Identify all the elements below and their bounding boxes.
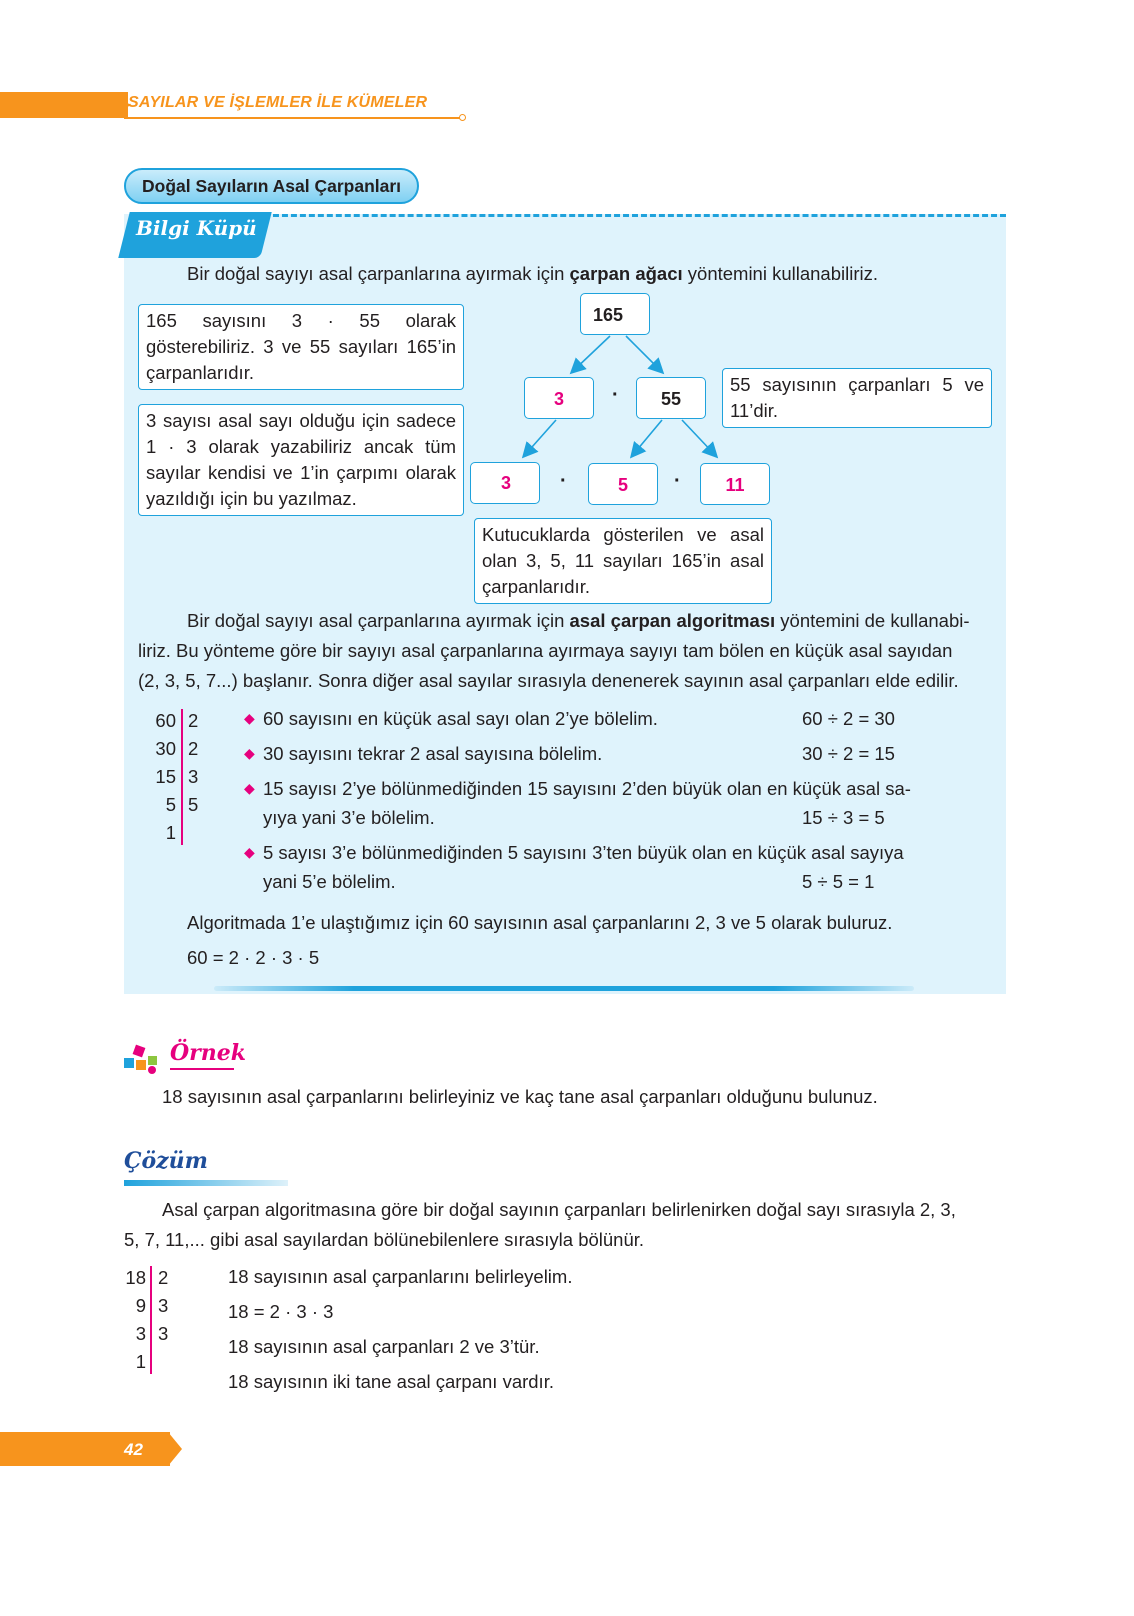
division-factor: 2 bbox=[188, 738, 199, 759]
tree-multiply-dot-3: · bbox=[674, 470, 681, 492]
bullet-icon: ◆ bbox=[244, 844, 255, 860]
solution-line-4: 18 sayısının iki tane asal çarpanı vardır. bbox=[228, 1371, 554, 1392]
note-165-factors: 165 sayısını 3 · 55 olarak gösterebiliriz. 3 ve 55 sayıları 165’in çarpanlarıdır. bbox=[138, 304, 464, 390]
solution-line-3: 18 sayısının asal çarpanları 2 ve 3’tür. bbox=[228, 1336, 540, 1357]
solution-division-number: 1 bbox=[135, 1351, 146, 1372]
example-question: 18 sayısının asal çarpanlarını belirleyiniz ve kaç tane asal çarpanları olduğunu bulunuz. bbox=[162, 1086, 878, 1107]
solution-division-factor: 3 bbox=[158, 1295, 169, 1316]
bullet-icon: ◆ bbox=[244, 745, 255, 761]
tree-node-55: 55 bbox=[636, 377, 706, 419]
step-2: 30 sayısını tekrar 2 asal sayısına bölelim. bbox=[263, 743, 603, 764]
arrow-165-to-55 bbox=[626, 336, 662, 372]
intro-text: Bir doğal sayıyı asal çarpanlarına ayırmak için bbox=[187, 263, 570, 284]
solution-division-number: 3 bbox=[135, 1323, 146, 1344]
step-4-line-2: yani 5’e bölelim. bbox=[263, 871, 396, 892]
solution-division-number: 9 bbox=[135, 1295, 146, 1316]
tree-multiply-dot-2: · bbox=[560, 470, 567, 492]
solution-division-line bbox=[150, 1266, 152, 1374]
page-number: 42 bbox=[124, 1440, 143, 1459]
step-3-equation: 15 ÷ 3 = 5 bbox=[802, 807, 885, 828]
tree-root-165: 165 bbox=[580, 293, 650, 335]
cubes-icon bbox=[122, 1044, 164, 1076]
intro-text-end: yöntemini kullanabiliriz. bbox=[682, 263, 879, 284]
header-bar bbox=[0, 92, 128, 118]
topic-title: Doğal Sayıların Asal Çarpanları bbox=[124, 168, 419, 204]
tree-multiply-dot-1: · bbox=[612, 384, 619, 406]
example-title: Örnek bbox=[170, 1040, 246, 1066]
algo-conclusion: Algoritmada 1’e ulaştığımız için 60 sayısının asal çarpanlarını 2, 3 ve 5 olarak buluruz. bbox=[187, 912, 893, 933]
algo-paragraph-line-1 bbox=[187, 609, 970, 633]
solution-paragraph-line-2: 5, 7, 11,... gibi asal sayılardan bölünebilenlere sırasıyla bölünür. bbox=[124, 1229, 645, 1250]
info-tab-label: Bilgi Küpü bbox=[136, 216, 257, 240]
algo-paragraph-line-2: liriz. Bu yönteme göre bir sayıyı asal çarpanlarına ayırmaya sayıyı tam bölen en küçük asal sayıdan bbox=[138, 640, 953, 661]
intro-paragraph bbox=[187, 262, 878, 286]
tree-leaf-3: 3 bbox=[470, 462, 540, 504]
tree-leaf-11: 11 bbox=[700, 463, 770, 505]
step-4-equation: 5 ÷ 5 = 1 bbox=[802, 871, 875, 892]
division-factor: 5 bbox=[188, 794, 199, 815]
bullet-icon: ◆ bbox=[244, 780, 255, 796]
footer-arrow bbox=[168, 1432, 182, 1466]
step-1-equation: 60 ÷ 2 = 30 bbox=[802, 708, 895, 729]
algo-text-end: yöntemini de kullanabi- bbox=[775, 610, 970, 631]
step-2-equation: 30 ÷ 2 = 15 bbox=[802, 743, 895, 764]
solution-line-1: 18 sayısının asal çarpanlarını belirleyelim. bbox=[228, 1266, 573, 1287]
note-3-prime: 3 sayısı asal sayı olduğu için sadece 1 · 3 olarak yazabiliriz ancak tüm sayılar kendisi ve 1’in çarpımı olarak yazıldığı için bu yazılmaz. bbox=[138, 404, 464, 516]
bullet-icon: ◆ bbox=[244, 710, 255, 726]
algo-text: Bir doğal sayıyı asal çarpanlarına ayırmak için bbox=[187, 610, 570, 631]
header-underline bbox=[124, 117, 460, 119]
solution-division-factor: 2 bbox=[158, 1267, 169, 1288]
footer-bar bbox=[0, 1432, 170, 1466]
division-line bbox=[181, 709, 183, 845]
header-dot bbox=[459, 114, 466, 121]
algo-paragraph-line-3: (2, 3, 5, 7...) başlanır. Sonra diğer asal sayılar sırasıyla denenerek sayının asal çarpanları elde edilir. bbox=[138, 670, 959, 691]
intro-bold-term: çarpan ağacı bbox=[569, 263, 683, 284]
chapter-title: SAYILAR VE İŞLEMLER İLE KÜMELER bbox=[128, 94, 428, 111]
step-3-line-2: yıya yani 3’e bölelim. bbox=[263, 807, 435, 828]
division-number: 5 bbox=[165, 794, 176, 815]
solution-title: Çözüm bbox=[124, 1148, 208, 1174]
arrow-3-to-3 bbox=[524, 420, 556, 456]
arrow-55-to-5 bbox=[632, 420, 662, 456]
division-number: 60 bbox=[155, 710, 176, 731]
algo-bold-term: asal çarpan algoritması bbox=[569, 610, 776, 631]
division-factor: 2 bbox=[188, 710, 199, 731]
arrow-165-to-3 bbox=[572, 336, 610, 372]
note-55-factors: 55 sayısının çarpanları 5 ve 11’dir. bbox=[722, 368, 992, 428]
factor-tree-arrows bbox=[460, 330, 780, 470]
division-factor: 3 bbox=[188, 766, 199, 787]
algo-result: 60 = 2 · 2 · 3 · 5 bbox=[187, 947, 320, 968]
solution-underline-bar bbox=[124, 1180, 288, 1186]
step-1: 60 sayısını en küçük asal sayı olan 2’ye bölelim. bbox=[263, 708, 658, 729]
solution-line-2: 18 = 2 · 3 · 3 bbox=[228, 1301, 334, 1322]
arrow-55-to-11 bbox=[682, 420, 716, 456]
solution-division-factor: 3 bbox=[158, 1323, 169, 1344]
example-underline bbox=[170, 1068, 234, 1070]
step-4-line-1: 5 sayısı 3’e bölünmediğinden 5 sayısını 3’ten büyük olan en küçük asal sayıya bbox=[263, 842, 904, 863]
note-prime-factors-165: Kutucuklarda gösterilen ve asal olan 3, 5, 11 sayıları 165’in asal çarpanlarıdır. bbox=[474, 518, 772, 604]
solution-division-number: 18 bbox=[125, 1267, 146, 1288]
division-number: 15 bbox=[155, 766, 176, 787]
division-number: 30 bbox=[155, 738, 176, 759]
solution-paragraph-line-1: Asal çarpan algoritmasına göre bir doğal sayının çarpanları belirlenirken doğal sayı sırasıyla 2, 3, bbox=[162, 1199, 956, 1220]
info-panel-dashed-border bbox=[264, 214, 1006, 217]
tree-leaf-5: 5 bbox=[588, 463, 658, 505]
division-number: 1 bbox=[165, 822, 176, 843]
tree-node-3: 3 bbox=[524, 377, 594, 419]
info-panel-bottom-line bbox=[214, 986, 914, 991]
step-3-line-1: 15 sayısı 2’ye bölünmediğinden 15 sayısını 2’den büyük olan en küçük asal sa- bbox=[263, 778, 911, 799]
